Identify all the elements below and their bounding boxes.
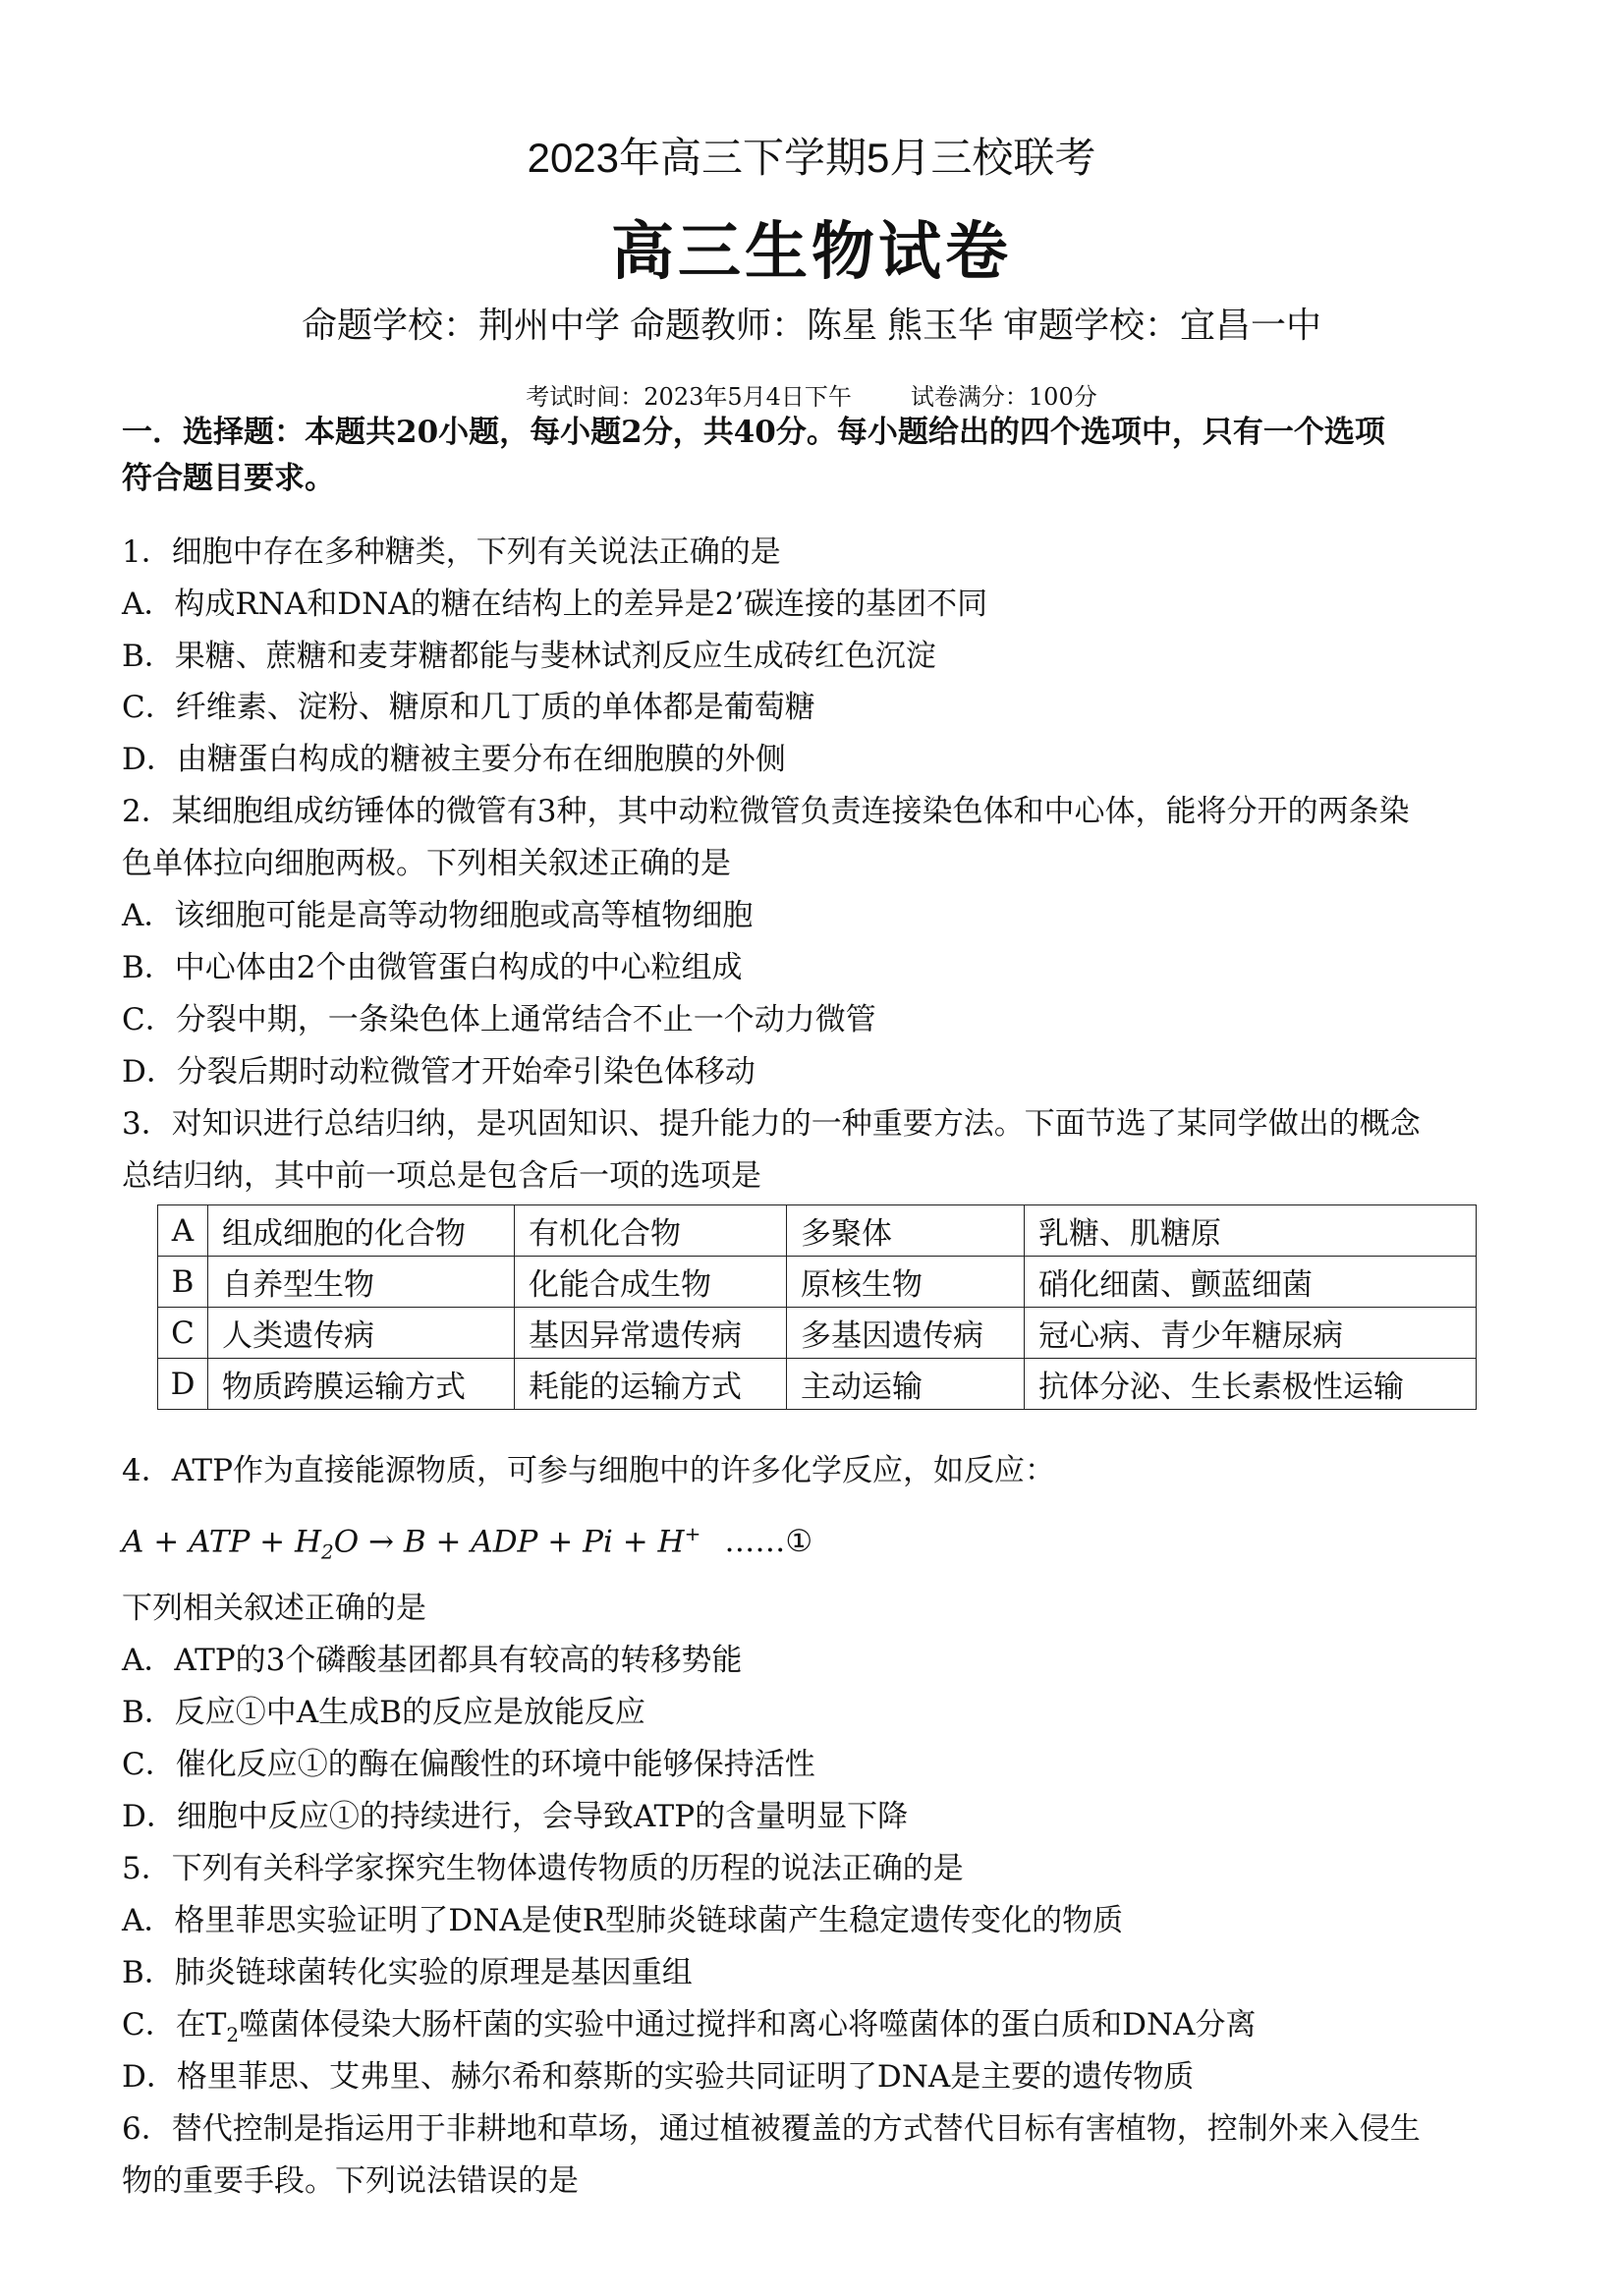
table-cell: 乳糖、肌糖原 (1025, 1205, 1477, 1257)
table-cell: 多聚体 (787, 1205, 1025, 1257)
q1-option-c: C．纤维素、淀粉、糖原和几丁质的单体都是葡萄糖 (122, 690, 815, 725)
table-cell: 人类遗传病 (208, 1308, 515, 1359)
q5-option-b: B．肺炎链球菌转化实验的原理是基因重组 (122, 1955, 693, 1990)
q2-stem-line2: 色单体拉向细胞两极。下列相关叙述正确的是 (122, 846, 731, 881)
table-row (158, 1257, 1477, 1308)
table-cell: 硝化细菌、颤蓝细菌 (1025, 1257, 1477, 1308)
table-cell: 基因异常遗传病 (515, 1308, 787, 1359)
table-cell: 原核生物 (787, 1257, 1025, 1308)
table-cell: D (158, 1359, 208, 1410)
table-cell: C (158, 1308, 208, 1359)
q5-option-d: D．格里菲思、艾弗里、赫尔希和蔡斯的实验共同证明了DNA是主要的遗传物质 (122, 2059, 1195, 2095)
section-heading-line1: 一．选择题：本题共20小题，每小题2分，共40分。每小题给出的四个选项中，只有一个选项 (122, 415, 1385, 450)
table-cell: 组成细胞的化合物 (208, 1205, 515, 1257)
q4-option-d: D．细胞中反应①的持续进行，会导致ATP的含量明显下降 (122, 1799, 909, 1834)
full-score: 试卷满分：100分 (910, 383, 1097, 411)
subject-title: 高三生物试卷 (611, 216, 1012, 287)
table-cell: 冠心病、青少年糖尿病 (1025, 1308, 1477, 1359)
q4-option-c: C．催化反应①的酶在偏酸性的环境中能够保持活性 (122, 1747, 815, 1782)
exam-title: 2023年高三下学期5月三校联考 (527, 135, 1096, 181)
q5-option-c-pre: C．在T (122, 2007, 227, 2043)
q5-option-c-subscript: 2 (226, 2023, 240, 2047)
formula-part1: A + ATP + H (122, 1524, 322, 1560)
exam-info-line (0, 377, 1623, 412)
formula-label: ……① (724, 1524, 813, 1560)
exam-time: 考试时间：2023年5月4日下午 (526, 383, 852, 411)
q2-option-a: A．该细胞可能是高等动物细胞或高等植物细胞 (122, 898, 754, 933)
q2-option-d: D．分裂后期时动粒微管才开始牵引染色体移动 (122, 1054, 756, 1090)
q4-option-a: A．ATP的3个磷酸基团都具有较高的转移势能 (122, 1643, 743, 1678)
q6-stem-line1: 6．替代控制是指运用于非耕地和草场，通过植被覆盖的方式替代目标有害植物，控制外来入侵生 (122, 2111, 1421, 2147)
table-cell: 多基因遗传病 (787, 1308, 1025, 1359)
q1-option-b: B．果糖、蔗糖和麦芽糖都能与斐林试剂反应生成砖红色沉淀 (122, 639, 936, 674)
q1-option-d: D．由糖蛋白构成的糖被主要分布在细胞膜的外侧 (122, 742, 786, 777)
table-cell: 抗体分泌、生长素极性运输 (1025, 1359, 1477, 1410)
table-row (158, 1308, 1477, 1359)
table-cell: A (158, 1205, 208, 1257)
table-cell: 主动运输 (787, 1359, 1025, 1410)
q4-prompt: 下列相关叙述正确的是 (122, 1591, 426, 1626)
section-heading-line2: 符合题目要求。 (122, 461, 335, 496)
q5-option-c-post: 噬菌体侵染大肠杆菌的实验中通过搅拌和离心将噬菌体的蛋白质和DNA分离 (239, 2007, 1257, 2043)
formula-subscript: 2 (321, 1540, 334, 1564)
table-cell: 有机化合物 (515, 1205, 787, 1257)
table-row (158, 1205, 1477, 1257)
q1-option-a: A．构成RNA和DNA的糖在结构上的差异是2’碳连接的基团不同 (122, 587, 988, 622)
q4-reaction-formula (122, 1522, 812, 1564)
table-row (158, 1359, 1477, 1410)
table-cell: 物质跨膜运输方式 (208, 1359, 515, 1410)
table-cell: B (158, 1257, 208, 1308)
q1-stem: 1．细胞中存在多种糖类，下列有关说法正确的是 (122, 534, 781, 570)
table-cell: 耗能的运输方式 (515, 1359, 787, 1410)
q5-stem: 5．下列有关科学家探究生物体遗传物质的历程的说法正确的是 (122, 1851, 964, 1886)
q4-stem: 4．ATP作为直接能源物质，可参与细胞中的许多化学反应，如反应： (122, 1453, 1055, 1488)
q3-stem-line1: 3．对知识进行总结归纳，是巩固知识、提升能力的一种重要方法。下面节选了某同学做出的概念 (122, 1106, 1421, 1142)
q4-option-b: B．反应①中A生成B的反应是放能反应 (122, 1695, 645, 1730)
author-line: 命题学校：荆州中学 命题教师：陈星 熊玉华 审题学校：宜昌一中 (301, 305, 1321, 345)
q3-options-table (157, 1204, 1477, 1410)
formula-part2: O → B + ADP + Pi + H (333, 1524, 685, 1560)
table-cell: 化能合成生物 (515, 1257, 787, 1308)
formula-superscript: + (684, 1522, 701, 1545)
q2-stem-line1: 2．某细胞组成纺锤体的微管有3种，其中动粒微管负责连接染色体和中心体，能将分开的两条染 (122, 794, 1410, 829)
q2-option-c: C．分裂中期，一条染色体上通常结合不止一个动力微管 (122, 1002, 876, 1037)
q2-option-b: B．中心体由2个由微管蛋白构成的中心粒组成 (122, 950, 743, 985)
q6-stem-line2: 物的重要手段。下列说法错误的是 (122, 2163, 579, 2199)
q5-option-c (122, 2005, 1257, 2054)
q3-stem-line2: 总结归纳，其中前一项总是包含后一项的选项是 (122, 1158, 761, 1194)
q5-option-a: A．格里菲思实验证明了DNA是使R型肺炎链球菌产生稳定遗传变化的物质 (122, 1903, 1124, 1938)
table-cell: 自养型生物 (208, 1257, 515, 1308)
